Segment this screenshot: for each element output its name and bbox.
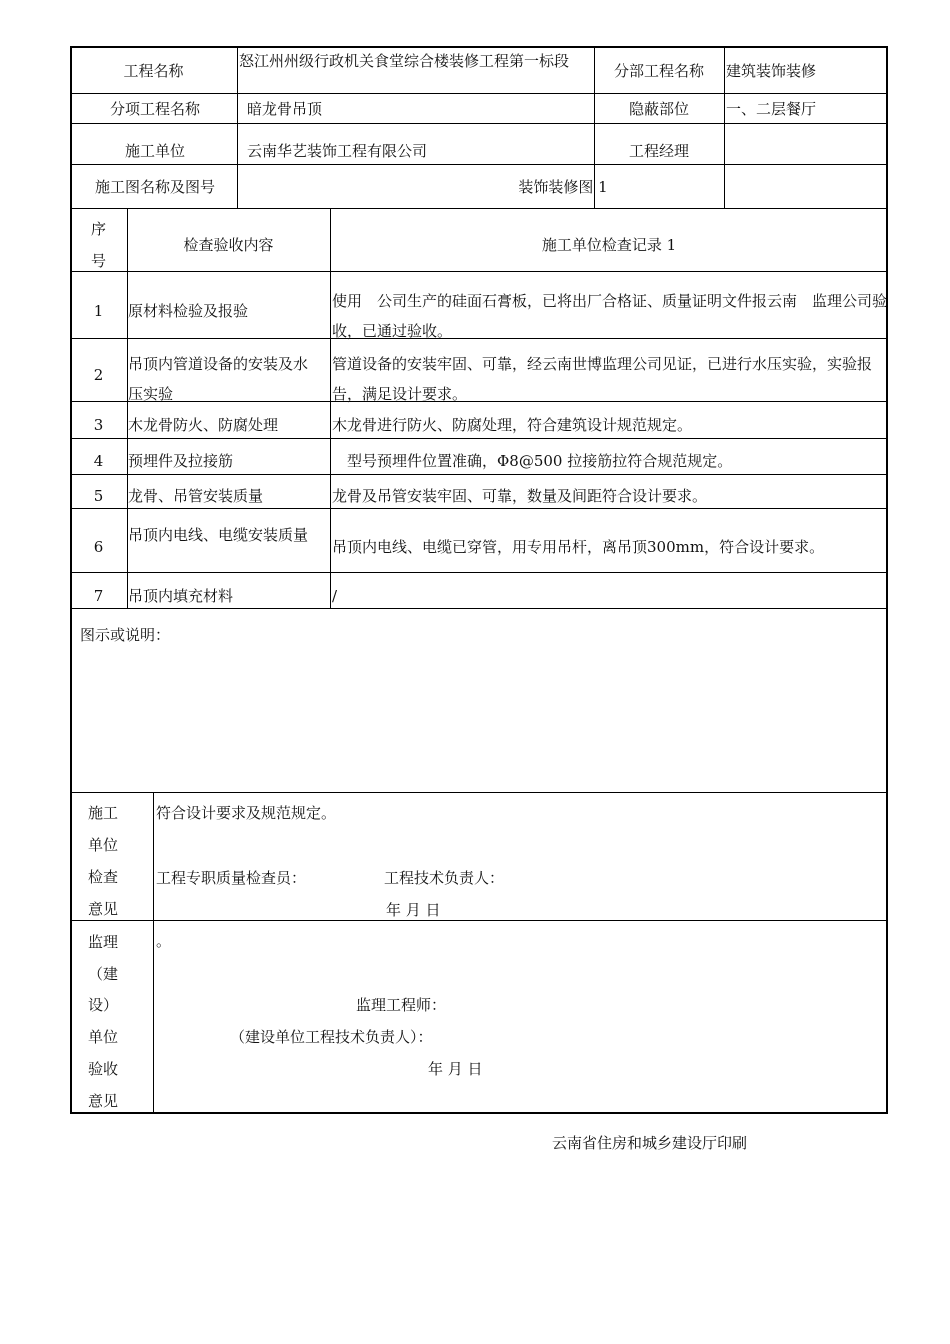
tech-lead-signature: 工程技术负责人： bbox=[384, 869, 505, 887]
contractor-value: 云南华艺装饰工程有限公司 bbox=[247, 142, 428, 160]
drawing-value: 装饰装修图 1 bbox=[518, 178, 608, 196]
supervisor-opinion-label: 单位 bbox=[87, 1028, 118, 1046]
row-record: 吊顶内电线、电缆已穿管，用专用吊杆，离吊顶300mm，符合设计要求。 bbox=[332, 538, 825, 556]
col-record-header: 施工单位检查记录 1 bbox=[541, 236, 677, 254]
row-number: 2 bbox=[93, 366, 104, 384]
col-content-header: 检查验收内容 bbox=[183, 236, 274, 254]
row-item: 吊顶内填充材料 bbox=[128, 587, 234, 605]
rule bbox=[70, 572, 888, 573]
rule bbox=[70, 608, 888, 609]
subitem-value: 暗龙骨吊顶 bbox=[247, 100, 323, 118]
col-no-top: 序 bbox=[90, 220, 106, 238]
supervisor-opinion-label: 意见 bbox=[87, 1092, 118, 1110]
row-number: 1 bbox=[93, 302, 104, 320]
contractor-opinion-label: 施工 bbox=[87, 804, 118, 822]
contractor-opinion-label: 检查 bbox=[87, 868, 118, 886]
rule bbox=[70, 164, 888, 165]
rule bbox=[70, 508, 888, 509]
row-record: 管道设备的安装牢固、可靠，经云南世博监理公司见证，已进行水压实验，实验报告，满足设计要求。 bbox=[332, 355, 873, 403]
rule bbox=[70, 208, 888, 209]
row-item: 龙骨、吊管安装质量 bbox=[128, 487, 264, 505]
printer-footer: 云南省住房和城乡建设厅印刷 bbox=[552, 1134, 748, 1152]
rule bbox=[70, 920, 888, 921]
supervisor-opinion-label: 监理 bbox=[87, 933, 118, 951]
row-number: 6 bbox=[93, 538, 104, 556]
rule bbox=[70, 792, 888, 793]
contractor-opinion-label: 意见 bbox=[87, 900, 118, 918]
supervisor-opinion-label: （建 bbox=[87, 965, 118, 983]
row-record: 使用 公司生产的硅面石膏板，已将出厂合格证、质量证明文件报云南 监理公司验收，已通过验收。 bbox=[332, 292, 888, 340]
division-value: 建筑装饰装修 bbox=[726, 62, 817, 80]
supervisor-opinion-text: 。 bbox=[156, 932, 172, 950]
supervisor-date: 年 月 日 bbox=[428, 1060, 483, 1078]
row-record: 龙骨及吊管安装牢固、可靠，数量及间距符合设计要求。 bbox=[332, 487, 708, 505]
row-item: 吊顶内电线、电缆安装质量 bbox=[128, 526, 309, 544]
row-number: 5 bbox=[93, 487, 104, 505]
rule bbox=[330, 208, 331, 608]
contractor-opinion-label: 单位 bbox=[87, 836, 118, 854]
drawing-label: 施工图名称及图号 bbox=[94, 178, 215, 196]
row-record: 型号预埋件位置准确，Φ8@500 拉接筋拉符合规范规定。 bbox=[332, 452, 733, 470]
hidden-part-label: 隐蔽部位 bbox=[628, 100, 689, 118]
row-item: 吊顶内管道设备的安装及水压实验 bbox=[128, 355, 309, 403]
rule bbox=[70, 271, 888, 272]
row-record: 木龙骨进行防火、防腐处理，符合建筑设计规范规定。 bbox=[332, 416, 693, 434]
project-name-label: 工程名称 bbox=[123, 62, 184, 80]
inspection-form bbox=[70, 46, 888, 1114]
row-item: 预埋件及拉接筋 bbox=[128, 452, 234, 470]
row-number: 7 bbox=[93, 587, 104, 605]
division-label: 分部工程名称 bbox=[613, 62, 704, 80]
supervisor-opinion-label: 验收 bbox=[87, 1060, 118, 1078]
subitem-label: 分项工程名称 bbox=[109, 100, 200, 118]
row-item: 原材料检验及报验 bbox=[128, 302, 249, 320]
form-outer-border bbox=[70, 46, 888, 1114]
row-record: / bbox=[332, 587, 338, 605]
row-number: 3 bbox=[93, 416, 104, 434]
rule bbox=[70, 93, 888, 94]
rule bbox=[70, 123, 888, 124]
project-name-value: 怒江州州级行政机关食堂综合楼装修工程第一标段 bbox=[239, 52, 570, 70]
quality-inspector-signature: 工程专职质量检查员： bbox=[156, 869, 307, 887]
notes-label: 图示或说明： bbox=[80, 626, 171, 644]
rule bbox=[70, 474, 888, 475]
manager-label: 工程经理 bbox=[628, 142, 689, 160]
row-item: 木龙骨防火、防腐处理 bbox=[128, 416, 279, 434]
contractor-date: 年 月 日 bbox=[386, 901, 441, 919]
contractor-opinion-text: 符合设计要求及规范规定。 bbox=[156, 804, 337, 822]
supervisor-opinion-label: 设） bbox=[87, 996, 118, 1014]
rule bbox=[70, 438, 888, 439]
contractor-label: 施工单位 bbox=[124, 142, 185, 160]
supervisor-engineer-signature: 监理工程师： bbox=[356, 996, 447, 1014]
row-number: 4 bbox=[93, 452, 104, 470]
col-no-bottom: 号 bbox=[90, 252, 106, 270]
hidden-part-value: 一、二层餐厅 bbox=[726, 100, 817, 118]
rule bbox=[153, 792, 154, 1114]
owner-tech-lead-signature: （建设单位工程技术负责人）： bbox=[230, 1028, 433, 1046]
